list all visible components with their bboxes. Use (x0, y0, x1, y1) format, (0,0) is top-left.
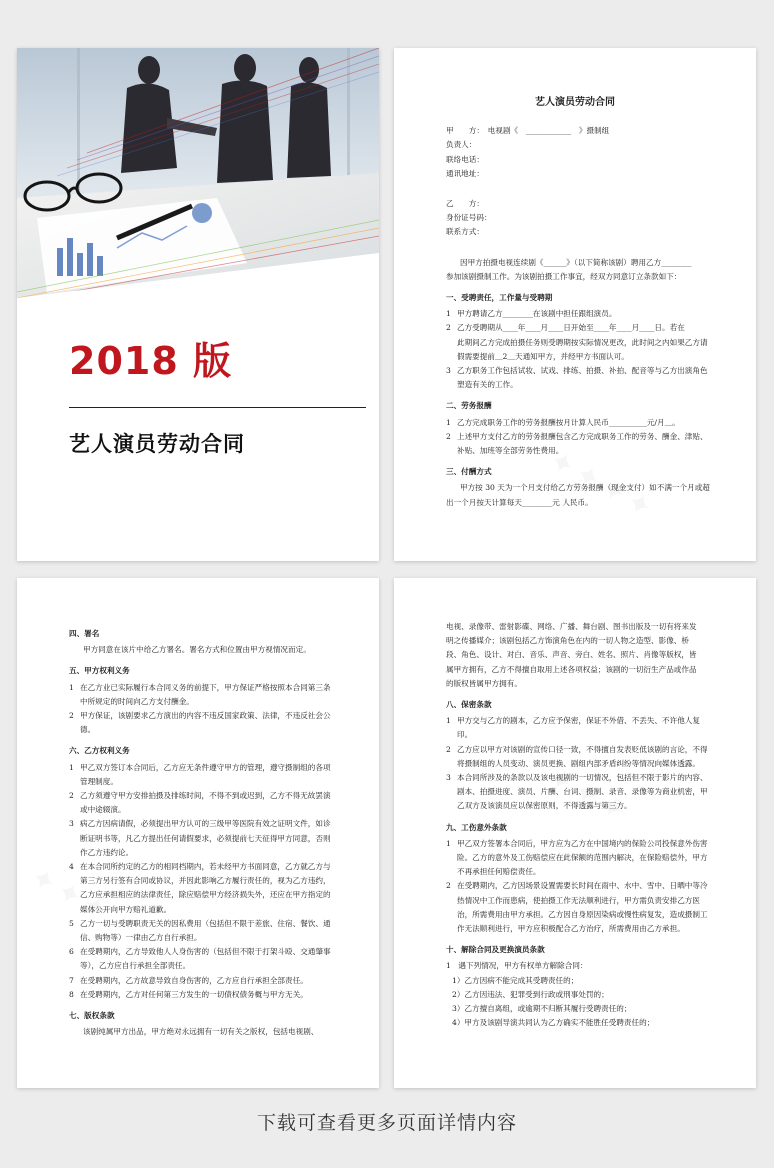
clause-text: 甲方交与乙方的剧本，乙方应予保密，保证不外借、不丢失、不许他人复 (457, 716, 700, 726)
clause-text: 在受聘期内，乙方对任何第三方发生的一切债权债务概与甲方无关。 (80, 989, 308, 999)
clause-text: 本合同所涉及的条款以及该电视剧的一切情况，包括但不限于影片的内容、 (457, 773, 708, 783)
clause-item (446, 364, 708, 392)
clause-text: 假需要提前＿2＿天通知甲方，并经甲方书面认可。 (457, 351, 629, 361)
clause-text: 德。 (80, 725, 96, 735)
paragraph-line: 电视、录像带、雷射影碟、网络、广播、舞台剧、图书出版及一切有将来发 (446, 622, 697, 631)
section-heading: 七、版权条款 (69, 1011, 115, 1021)
clause-text: 乙方一切与受聘职责无关的因私费用（包括但不限于差旅、住宿、餐饮、通 (80, 918, 331, 928)
clause-item (446, 307, 704, 321)
clause-text: 在本合同所约定的乙方的相同档期内，若未经甲方书面同意，乙方就乙方与 (80, 862, 331, 872)
clause-text: 乙方完成职务工作的劳务报酬按月计算人民币__________元/月＿。 (457, 417, 680, 427)
section-heading: 九、工伤意外条款 (446, 822, 507, 832)
section-heading: 一、受聘责任，工作量与受聘期 (446, 293, 553, 303)
sub-clause: 3）乙方擅自离组，或逾期不归断其履行受聘责任的； (452, 1004, 632, 1014)
clause-text: 甲方同意在该片中给乙方署名。署名方式和位置由甲方视情况而定。 (83, 645, 311, 655)
clause-item (69, 974, 327, 988)
paragraph-line: 段、角色、设计、对白、音乐、声音、旁白、姓名、照片、肖像等版权，皆 (446, 650, 697, 660)
clause-item (446, 321, 708, 364)
clause-text: 剧本、拍摄进度、演员、片酬、台词、摄制、录音、录像等为商业机密，甲 (457, 787, 708, 797)
clause-number: 1 (446, 417, 451, 427)
clause-text: 乙方须遵守甲方安排拍摄及排练时间，不得不到或迟到，乙方不得无故罢演 (80, 791, 331, 801)
clause-item (69, 761, 331, 789)
clause-text: 病乙方因病请假，必须提出甲方认可的三级甲等医院有效之证明文件，如诊 (80, 819, 331, 829)
clause-item (69, 988, 327, 1002)
continued-text (446, 620, 704, 691)
download-more-text[interactable]: 下载可查看更多页面详情内容 (256, 1112, 517, 1134)
clause-item (69, 860, 331, 917)
section-heading: 八、保密条款 (446, 700, 492, 710)
clause-text: 在乙方业已实际履行本合同义务的前提下，甲方保证严格按照本合同第三条 (80, 682, 331, 692)
clause-text: 塑造有关的工作。 (457, 380, 518, 390)
clause-text: 断证明书等，凡乙方提出任何请假要求，必须提前七天征得甲方同意，否则 (80, 833, 331, 843)
clause-text: 此期间乙方完成拍摄任务则受聘期按实际情况更改，此时间之内如果乙方请 (457, 337, 708, 347)
contact-line: 联系方式： (446, 227, 484, 237)
clause-text: 或中途辍演。 (80, 805, 126, 815)
clause-text: 将摄制组的人员变动、演员更换、剧组内部矛盾纠纷等情况向媒体透露。 (457, 758, 700, 768)
clause-list (69, 681, 331, 738)
party-b-line: 乙 方： (446, 199, 484, 209)
clause-text: 第三方另行签有合同或协议，并因此影响乙方履行责任的，视为乙方违约， (80, 876, 331, 886)
clause-text: 上述甲方支付乙方的劳务报酬包含乙方完成职务工作的劳务、酬金、津贴、 (457, 431, 708, 441)
clause-text: 作乙方违约论。 (80, 847, 134, 857)
clause-item (446, 743, 708, 771)
sub-clause: 1）乙方因病不能完成其受聘责任的； (452, 975, 579, 985)
clause-item (446, 416, 704, 430)
clause-number: 4 (69, 862, 74, 872)
clause-number: 1 (446, 716, 451, 726)
clause-text: 乙方职务工作包括试妆、试戏、排练、拍摄、补拍、配音等与乙方出演角色 (457, 366, 708, 376)
clause-number: 3 (446, 366, 451, 376)
contract-page-3 (394, 578, 756, 1088)
clause-text: 甲方保证，该剧要求乙方演出的内容不违反国家政策、法律，不违反社会公 (80, 711, 331, 721)
clause-text: 补贴、加班等全部劳务性费用。 (457, 446, 564, 456)
section-heading: 三、付酬方式 (446, 467, 492, 477)
clause-text: 热情况中工作而患病，使拍摄工作无法顺利进行，甲方需负责安排乙方医 (457, 895, 700, 905)
clause-number: 2 (446, 881, 451, 891)
clause-item (69, 917, 331, 945)
clause-text: 在受聘期内，乙方故意导致自身伤害的，乙方应自行承担全部责任。 (80, 975, 308, 985)
section-heading: 四、署名 (69, 629, 100, 638)
paragraph-line: 属甲方拥有，乙方不得擅自取用上述各项权益；该剧的一切衍生产品或作品 (446, 664, 697, 674)
clause-text: 险。乙方的意外及工伤赔偿应在此保额的范围内解决，在保险赔偿外，甲方 (457, 853, 708, 863)
clause-item (446, 837, 708, 880)
clause-text: 不再承担任何赔偿责任。 (457, 867, 541, 877)
clause-text: 乙方受聘期从____年____月____日开始至____年____月____日。若在 (457, 323, 685, 333)
clause-text: 印。 (457, 730, 473, 740)
address-line: 通讯地址： (446, 168, 484, 178)
phone-line: 联络电话： (446, 154, 484, 164)
clause-number: 1 (69, 762, 74, 772)
contract-page-2 (17, 578, 379, 1088)
clause-text: 乙方应以甲方对该剧的宣传口径一致，不得擅自发表贬低该剧的言论，不得 (457, 744, 708, 754)
section-heading: 五、甲方权利义务 (69, 666, 130, 676)
contract-page-1 (394, 48, 756, 561)
clause-item (446, 771, 708, 814)
clause-number: 2 (69, 791, 74, 801)
clause-text: 乙双方及该演员应以保密原则，不得透露与第三方。 (457, 801, 632, 811)
sub-clause: 4）甲方及该剧导演共同认为乙方确实不能胜任受聘责任的； (452, 1018, 655, 1028)
sub-clause: 2）乙方因违法、犯罪受到行政或刑事处罚的； (452, 989, 609, 999)
clause-item (69, 789, 331, 817)
clause-item (69, 709, 331, 737)
clause-text: 中所规定的时间向乙方支付酬金。 (80, 696, 194, 706)
clause-number: 2 (446, 431, 451, 441)
clause-list (446, 416, 708, 459)
clause-text: 治，所需费用由甲方承担。乙方因自身原因染病或慢性病复发，造成摄制工 (457, 909, 708, 919)
cover-photo (17, 48, 379, 298)
clause-text: 该剧纯属甲方出品，甲方绝对永远拥有一切有关之版权，包括电视剧、 (83, 1027, 319, 1037)
clause-number: 1 (446, 309, 451, 319)
clause-number: 1 (69, 682, 74, 692)
clause-number: 7 (69, 975, 74, 985)
clause-text: 甲乙双方签订本合同后，乙方应无条件遵守甲方的管理，遵守摄制组的各项 (80, 762, 331, 772)
clause-item (446, 430, 708, 458)
party-a-line: 甲 方： 电视剧《 ____________ 》摄制组 (446, 126, 610, 136)
clause-item (69, 817, 331, 860)
clause-item (69, 681, 331, 709)
clause-list (446, 307, 708, 392)
id-number-line: 身份证号码： (446, 213, 492, 223)
cover-divider (69, 407, 366, 408)
clause-number: 8 (69, 989, 74, 999)
clause-number: 3 (446, 773, 451, 783)
clause-text: 出一个月按天计算每天________元 人民币。 (446, 497, 593, 507)
cover-year: 2018 版 (69, 339, 232, 383)
clause-number: 6 (69, 947, 74, 957)
paragraph-line: 的版权皆属甲方拥有。 (446, 678, 522, 688)
clause-text: 在受聘期内，乙方因场景设置需要长时间在雨中、水中、雪中、日晒中等冷 (457, 881, 708, 891)
clause-list (446, 837, 708, 936)
clause-text: 甲方按 30 天为一个月支付给乙方劳务报酬（现金支付）如不满一个月或超 (460, 483, 710, 493)
clause-list (69, 761, 331, 1002)
cover-title: 艺人演员劳动合同 (69, 432, 245, 456)
clause-text: 甲乙双方签署本合同后，甲方应为乙方在中国境内的保险公司投保意外伤害 (457, 838, 708, 848)
clause-number: 1 (446, 838, 451, 848)
clause-text: 乙方应承担相应的法律责任，除应赔偿甲方经济损失外，还应在甲方指定的 (80, 890, 331, 900)
clause-text: 在受聘期内，乙方导致他人人身伤害的（包括但不限于打架斗殴、交通肇事 (80, 947, 331, 957)
clause-list (446, 714, 708, 813)
clause-text: 管理制度。 (80, 776, 118, 786)
clause-text: 媒体公开向甲方赔礼道歉。 (80, 904, 172, 914)
clause-item (69, 945, 331, 973)
section-heading: 二、劳务报酬 (446, 401, 492, 411)
clause-item (446, 879, 708, 936)
clause-text: 信、购物等）一律由乙方自行承担。 (80, 933, 202, 943)
section-heading: 十、解除合同及更换演员条款 (446, 945, 545, 955)
intro-text: 参加该剧摄制工作。为该剧拍摄工作事宜，经双方同意订立条款如下： (446, 271, 682, 281)
intro-text: 因甲方拍摄电视连续剧《______》（以下简称该剧）聘用乙方________ (460, 257, 692, 267)
clause-number: 2 (69, 711, 74, 721)
clause-text: 甲方聘请乙方________在该剧中担任跟组演员。 (457, 309, 617, 319)
cover-page (17, 48, 379, 561)
clause-number: 2 (446, 744, 451, 754)
section-heading: 六、乙方权利义务 (69, 746, 130, 756)
clause-text: 作无法顺利进行，甲方应积极配合乙方治疗，所需费用由乙方承担。 (457, 924, 685, 934)
contract-title: 艺人演员劳动合同 (535, 97, 615, 108)
clause-number: 2 (446, 323, 451, 333)
clause-item (446, 714, 704, 742)
clause-number: 5 (69, 918, 74, 928)
clause-text: 等），乙方应自行承担全部责任。 (80, 961, 191, 971)
paragraph-line: 明之传播媒介；该剧包括乙方饰演角色在内的一切人物之造型、影像、桥 (446, 636, 689, 646)
clause-number: 3 (69, 819, 74, 829)
contact-person-line: 负责人： (446, 140, 477, 150)
clause-text: 1 遇下列情况，甲方有权单方解除合同： (446, 961, 588, 971)
